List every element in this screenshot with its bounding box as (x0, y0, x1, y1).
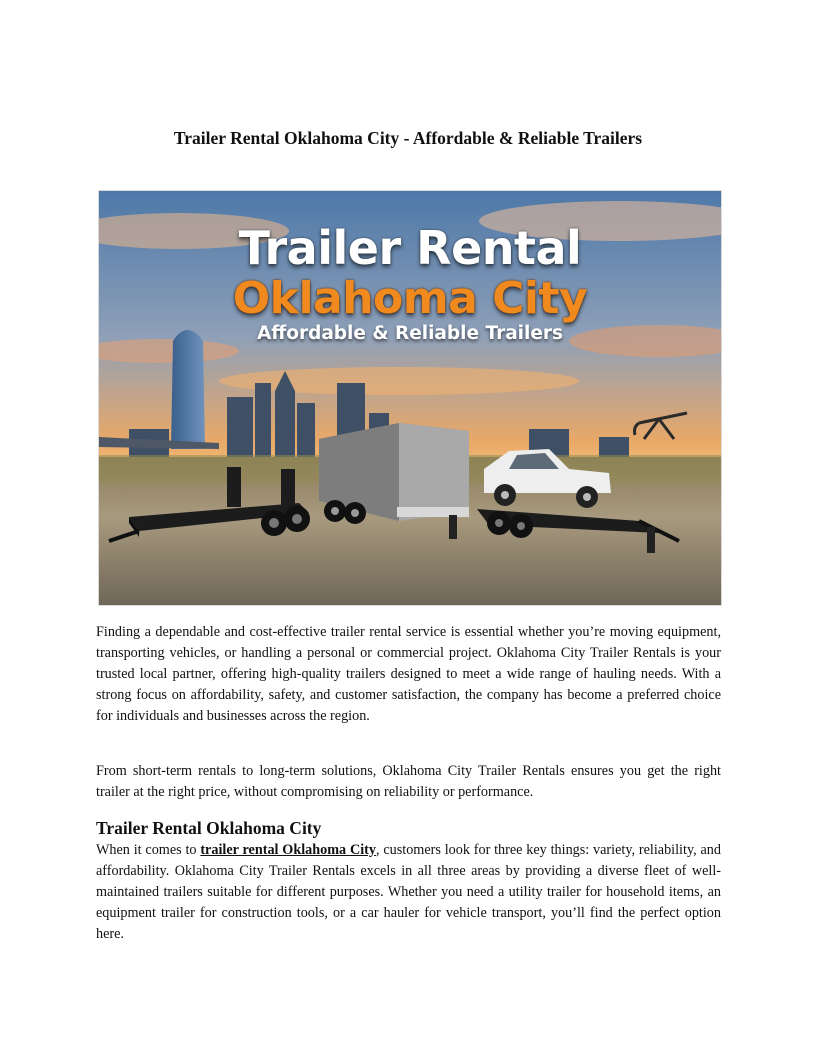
section-paragraph (96, 840, 721, 945)
intro-paragraph: Finding a dependable and cost-effective trailer rental service is essential whether you’re moving equipment, transporting vehicles, or handling a personal or commercial project. Oklahoma City Trailer Rentals is your trusted local partner, offering high-quality trailers designed to meet a wide range of hauling needs. With a strong focus on affordability, safety, and customer satisfaction, the company has become a preferred choice for individuals and businesses across the region. (96, 624, 721, 724)
summary-paragraph: From short-term rentals to long-term solutions, Oklahoma City Trailer Rentals ensures you get the right trailer at the right price, without compromising on reliability or performance. (96, 763, 721, 800)
section-heading: Trailer Rental Oklahoma City (96, 818, 322, 838)
section-text-after: , customers look for three key things: variety, reliability, and affordability. Oklahoma City Trailer Rentals excels in all three areas by providing a diverse fleet of well-maintained trailers suitable for different purposes. Whether you need a utility trailer for household items, an equipment trailer for construction tools, or a car hauler for vehicle transport, you’ll find the perfect option here. (96, 842, 721, 942)
hero-heading-line2: Oklahoma City (232, 273, 588, 324)
section-text-before: When it comes to (96, 842, 201, 858)
hero-image (98, 190, 722, 606)
hero-tagline: Affordable & Reliable Trailers (256, 323, 564, 344)
hero-heading-line1: Trailer Rental (238, 221, 582, 275)
page-title: Trailer Rental Oklahoma City - Affordable & Reliable Trailers (173, 128, 643, 148)
trailer-rental-link[interactable]: trailer rental Oklahoma City (200, 842, 376, 858)
